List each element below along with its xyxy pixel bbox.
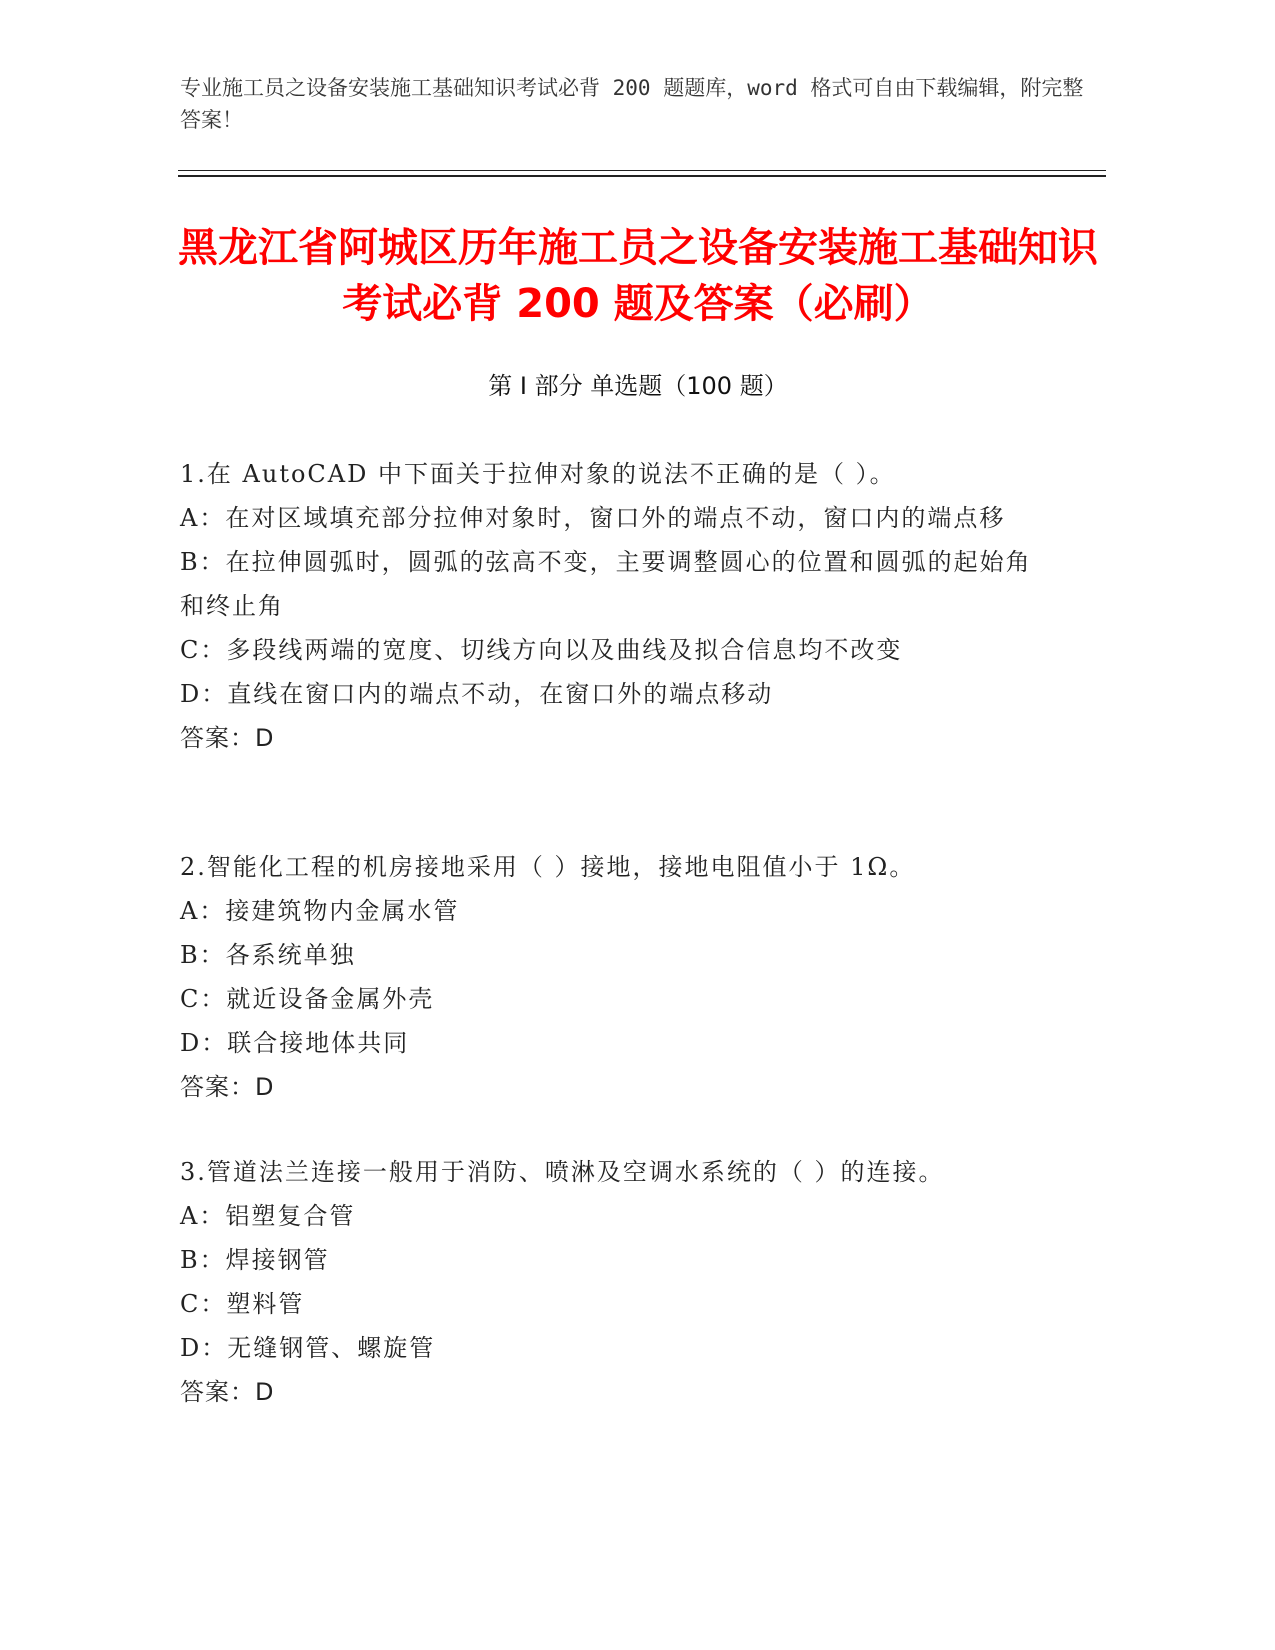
answer: 答案：D: [180, 1073, 275, 1101]
section-title: 第 I 部分 单选题（100 题）: [488, 372, 788, 400]
option-a: A：接建筑物内金属水管: [180, 897, 460, 925]
option-d: D：联合接地体共同: [180, 1029, 410, 1057]
document-title: 黑龙江省阿城区历年施工员之设备安装施工基础知识考试必背 200 题及答案（必刷）: [178, 225, 1098, 327]
question-2: [180, 845, 1040, 1109]
option-c: C：塑料管: [180, 1290, 305, 1318]
option-c: C：多段线两端的宽度、切线方向以及曲线及拟合信息均不改变: [180, 636, 903, 664]
option-b: B：焊接钢管: [180, 1246, 330, 1274]
option-c: C：就近设备金属外壳: [180, 985, 435, 1013]
question-stem: 2.智能化工程的机房接地采用（ ）接地，接地电阻值小于 1Ω。: [180, 853, 916, 881]
question-stem: 3.管道法兰连接一般用于消防、喷淋及空调水系统的（ ）的连接。: [180, 1158, 945, 1186]
question-stem: 1.在 AutoCAD 中下面关于拉伸对象的说法不正确的是（ ）。: [180, 460, 896, 488]
header-divider-thick: [178, 175, 1106, 177]
answer: 答案：D: [180, 1378, 275, 1406]
option-b: B：在拉伸圆弧时，圆弧的弦高不变，主要调整圆心的位置和圆弧的起始角和终止角: [180, 548, 1032, 620]
option-a: A：铝塑复合管: [180, 1202, 356, 1230]
header-note: 专业施工员之设备安装施工基础知识考试必背 200 题题库，word 格式可自由下载编辑，附完整答案！: [180, 76, 1084, 132]
option-d: D：无缝钢管、螺旋管: [180, 1334, 436, 1362]
question-1: [180, 452, 1040, 760]
option-a: A：在对区域填充部分拉伸对象时，窗口外的端点不动，窗口内的端点移: [180, 504, 1006, 532]
option-b: B：各系统单独: [180, 941, 356, 969]
answer: 答案：D: [180, 724, 275, 752]
header-divider-thin: [178, 170, 1106, 171]
question-3: [180, 1150, 1040, 1414]
option-d: D：直线在窗口内的端点不动，在窗口外的端点移动: [180, 680, 774, 708]
